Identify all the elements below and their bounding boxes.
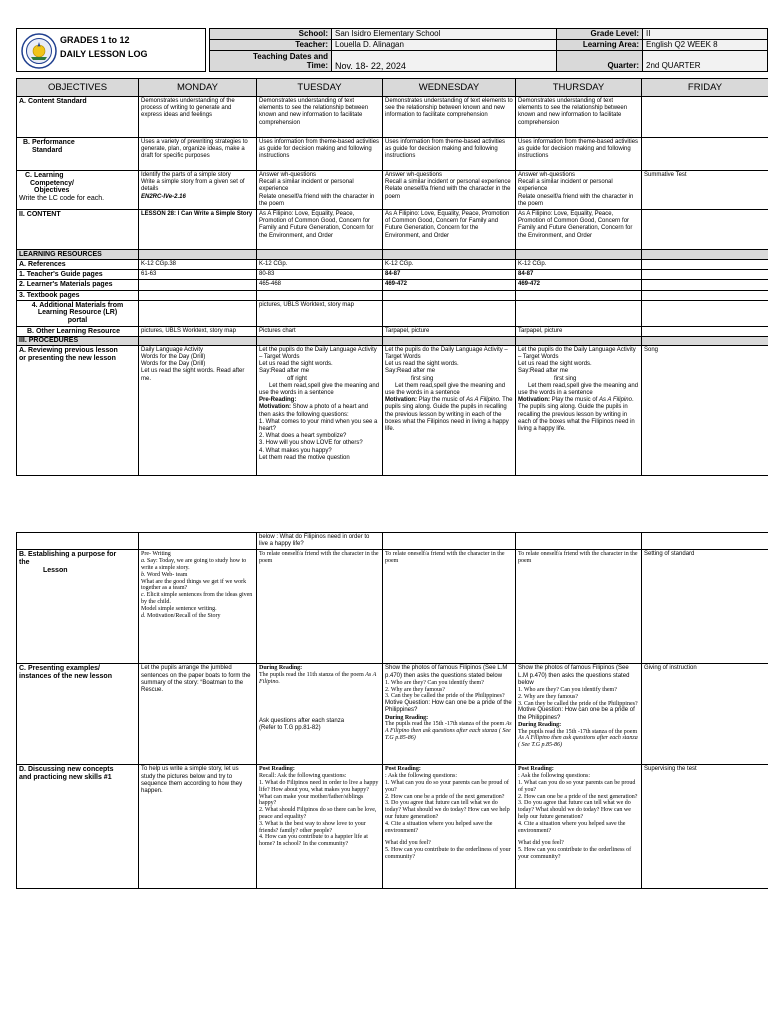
present-thursday-question3: 3. Can they be called the pride of the Philippines? xyxy=(518,700,638,707)
review-monday-line4: Let us read the sight words. Read after me. xyxy=(141,368,245,382)
present-thursday-during-reading: During Reading: xyxy=(518,721,562,728)
teachers-guide-wednesday: 84-87 xyxy=(383,270,516,280)
performance-standard-tuesday: Uses information from theme-based activities as guide for decision making and following instructions xyxy=(257,138,383,171)
purpose-wednesday: To relate oneself/a friend with the character in the poem xyxy=(383,550,516,664)
learners-materials-label: 2. Learner's Materials pages xyxy=(17,280,139,290)
references-monday: K-12 CGp.38 xyxy=(139,260,257,270)
performance-standard-row xyxy=(17,138,768,171)
discuss-tuesday-line2: Recall: Ask the following questions: xyxy=(259,773,347,780)
quarter-label: Quarter: xyxy=(557,51,643,72)
present-monday-line2: summary of the story: “Boatman to the Rescue. xyxy=(141,679,244,694)
purpose-monday-item-c-letter: c. xyxy=(141,592,146,599)
other-resources-thursday: Tarpapel, picture xyxy=(516,326,642,336)
discuss-thursday-question1: 1. What can you do so your parents can be proud of you? xyxy=(518,780,636,793)
additional-materials-thursday xyxy=(516,300,642,326)
review-thursday-motivation-label: Motivation: xyxy=(518,397,550,404)
review-tuesday-question4: 4. What makes you happy? xyxy=(259,447,332,454)
purpose-tuesday: To relate oneself/a friend with the character in the poem xyxy=(257,550,383,664)
competency-monday-line2: Write a simple story from a given set of details xyxy=(141,179,245,193)
review-thursday-song-title: As A Filipino xyxy=(599,397,632,404)
discuss-wednesday-question4: 4. Cite a situation where you helped save the environment? xyxy=(385,820,493,834)
review-tuesday-question2: 2. What does a heart symbolize? xyxy=(259,433,347,440)
other-resources-friday xyxy=(642,326,768,336)
reviewing-lesson-label xyxy=(17,345,139,475)
review-tuesday-line2: Let us read the sight words. xyxy=(259,361,333,368)
procedures-tuesday xyxy=(257,336,383,345)
discuss-thursday-question3: 3. Do you agree that future can tell what we do today? What should we do today? How can we help our future generation? xyxy=(518,800,631,820)
learning-resources-thursday xyxy=(516,250,642,260)
references-label: A. References xyxy=(17,260,139,270)
present-wednesday-motive-question: Motive Question: How can one be a pride of the Philippines? xyxy=(385,700,512,714)
discussing-concepts-wednesday xyxy=(383,765,516,889)
purpose-monday-item-d-text: Motivation/Recall of the Story xyxy=(145,612,221,619)
review-thursday-motivation xyxy=(518,397,639,433)
references-tuesday: K-12 CGp. xyxy=(257,260,383,270)
other-resources-monday: pictures, UBLS Worktext, story map xyxy=(139,326,257,336)
content-standard-thursday: Demonstrates understanding of text elements to see the relationship between known and new information to facilitate comprehension xyxy=(516,97,642,138)
procedures-friday xyxy=(642,336,768,345)
present-tuesday-line2-text: The pupils read the 11th stanza of the poem xyxy=(259,672,366,679)
present-wednesday-question1: 1. Who are they? Can you identify them? xyxy=(385,679,484,686)
teachers-guide-monday: 61-63 xyxy=(139,270,257,280)
review-wednesday-line2: Let us read the sight words. xyxy=(385,361,459,368)
present-tuesday-line4: (Refer to T.G pp.81-82) xyxy=(259,725,321,731)
discuss-tuesday-question1: 1. What do Filipinos need in order to live a happy life? How about you, what makes you happy? What can make your mother/father/siblings happy? xyxy=(259,780,379,807)
other-resources-tuesday: Pictures chart xyxy=(257,326,383,336)
competency-wednesday-line3: Relate oneself/a friend with the character in the poem xyxy=(385,186,511,200)
purpose-monday-item-b-text: Word Web- team xyxy=(145,571,188,578)
presenting-examples-label-line1: C. Presenting examples/ xyxy=(19,665,100,673)
presenting-examples-thursday xyxy=(516,664,642,765)
additional-materials-label xyxy=(17,300,139,326)
content-monday: LESSON 28: I Can Write a Simple Story xyxy=(139,210,257,250)
discuss-thursday-line7: What did you feel? xyxy=(518,840,564,847)
review-wednesday-motivation-label: Motivation: xyxy=(385,397,417,404)
textbook-pages-thursday xyxy=(516,290,642,300)
friday-column-header: FRIDAY xyxy=(642,79,768,97)
other-resources-label: B. Other Learning Resource xyxy=(17,326,139,336)
teaching-dates-label xyxy=(210,51,332,72)
school-label: School: xyxy=(210,29,332,40)
review-tuesday-pre-reading: Pre-Reading: xyxy=(259,397,297,404)
content-standard-wednesday: Demonstrates understanding of text elements to see the relationship between known and new information to facilitate comprehension xyxy=(383,97,516,138)
review-thursday-sight-words: first sing xyxy=(554,375,577,382)
discuss-wednesday-question5: 5. How can you contribute to the orderliness of your community? xyxy=(385,847,511,860)
review-tuesday-sight-words: off right xyxy=(287,375,307,382)
additional-materials-row xyxy=(17,300,768,326)
procedures-thursday xyxy=(516,336,642,345)
discuss-tuesday-post-reading: Post Reading: xyxy=(259,766,295,773)
additional-materials-friday xyxy=(642,300,768,326)
review-tuesday-question1: 1. What comes to your mind when you see a heart? xyxy=(259,418,378,433)
review-wednesday-song-title: As A Filipino. xyxy=(466,397,501,404)
content-standard-label: A. Content Standard xyxy=(17,97,139,138)
purpose-label-line3: Lesson xyxy=(43,567,68,575)
header-title-block xyxy=(16,28,206,72)
competency-tuesday-line1: Answer wh-questions xyxy=(259,172,317,178)
other-resources-row xyxy=(17,326,768,336)
teaching-dates-label-line2: Time: xyxy=(306,61,328,70)
present-thursday-question1: 1. Who are they? Can you identify them? xyxy=(518,687,617,694)
learning-competency-friday: Summative Test xyxy=(642,171,768,210)
discuss-wednesday-question3: 3. Do you agree that future can tell what we do today? What should we do today? How can we help our future generation? xyxy=(385,800,510,820)
lesson-log-table xyxy=(16,78,768,476)
review-tuesday-motivation xyxy=(259,404,380,418)
content-wednesday: As A Filipino: Love, Equality, Peace, Promotion of Common Good, Concern for Family and Future Generation, Concern for the Environment, and Order xyxy=(383,210,516,250)
textbook-pages-friday xyxy=(642,290,768,300)
present-wednesday-line7-italic: As A Filipino then ask questions after each stanza ( See T.G p.85-86) xyxy=(385,721,512,741)
references-row xyxy=(17,260,768,270)
teachers-guide-label: 1. Teacher's Guide pages xyxy=(17,270,139,280)
present-wednesday-line7 xyxy=(385,721,513,741)
discuss-wednesday-question2: 2. How can one be a pride of the next generation? xyxy=(385,793,505,800)
discussing-concepts-label-line1: D. Discussing new concepts xyxy=(19,766,114,774)
discuss-thursday-line2: : Ask the following questions: xyxy=(518,773,590,780)
review-tuesday-question3: 3. How will you show LOVE for others? xyxy=(259,440,363,447)
competency-wednesday-line1: Answer wh-questions xyxy=(385,172,443,178)
day-header-row xyxy=(17,79,768,97)
purpose-monday-item-b xyxy=(141,572,254,579)
learning-resources-tuesday xyxy=(257,250,383,260)
reviewing-lesson-label-line1: A. Reviewing previous lesson xyxy=(19,346,118,354)
review-thursday-line5: Let them read,spell give the meaning and use the words in a sentence xyxy=(518,382,639,397)
content-standard-friday xyxy=(642,97,768,138)
learning-resources-wednesday xyxy=(383,250,516,260)
purpose-monday-item-b-letter: b. xyxy=(141,571,146,578)
discuss-thursday-post-reading: Post Reading: xyxy=(518,766,554,773)
learning-resources-friday xyxy=(642,250,768,260)
content-thursday: As A Filipino: Love, Equality, Peace, Promotion of Common Good, Concern for Family and Future Generation, Concern for the Environment, and Order xyxy=(516,210,642,250)
present-thursday-question2: 2. Why are they famous? xyxy=(518,693,579,700)
review-tuesday-motivation-text: Show a photo of a heart and then asks the following questions: xyxy=(259,404,369,418)
discuss-wednesday-line2: : Ask the following questions: xyxy=(385,773,457,780)
purpose-friday: Setting of standard xyxy=(642,550,768,664)
teaching-dates-label-line1: Teaching Dates and xyxy=(253,52,328,61)
present-wednesday-line1: Show the photos of famous Filipinos (See L.M p.470) then asks the questions stated below xyxy=(385,665,508,679)
wednesday-column-header: WEDNESDAY xyxy=(383,79,516,97)
learning-competency-wednesday xyxy=(383,171,516,210)
grade-level-value: II xyxy=(643,29,768,40)
purpose-row xyxy=(17,550,768,664)
review-tuesday-motivation-label: Motivation: xyxy=(259,404,291,411)
learning-competency-tuesday xyxy=(257,171,383,210)
review-wednesday-motivation-text: Play the music of xyxy=(417,397,467,404)
grades-title: GRADES 1 to 12 xyxy=(60,35,130,45)
presenting-examples-tuesday xyxy=(257,664,383,765)
learning-area-value: English Q2 WEEK 8 xyxy=(643,40,768,51)
content-friday xyxy=(642,210,768,250)
presenting-examples-wednesday xyxy=(383,664,516,765)
learning-competency-monday xyxy=(139,171,257,210)
header-info-table xyxy=(209,28,768,72)
discussing-concepts-label xyxy=(17,765,139,889)
presenting-examples-friday: Giving of instruction xyxy=(642,664,768,765)
competency-tuesday-line2: Recall a similar incident or personal experience xyxy=(259,179,354,193)
additional-materials-tuesday: pictures, UBLS Worktext, story map xyxy=(257,300,383,326)
content-row xyxy=(17,210,768,250)
presenting-examples-label-line2: instances of the new lesson xyxy=(19,673,112,681)
learners-materials-tuesday: 465-468 xyxy=(257,280,383,290)
objectives-column-header: OBJECTIVES xyxy=(17,79,139,97)
continued-row xyxy=(17,533,768,550)
review-tuesday-line12: Let them read the motive question xyxy=(259,454,350,461)
review-thursday-motivation-text: Play the music of xyxy=(550,397,600,404)
thursday-column-header: THURSDAY xyxy=(516,79,642,97)
procedures-label: III. PROCEDURES xyxy=(17,336,139,345)
performance-standard-label xyxy=(17,138,139,171)
learners-materials-thursday: 469-472 xyxy=(516,280,642,290)
purpose-monday-item-d-letter: d. xyxy=(141,612,146,619)
textbook-pages-monday xyxy=(139,290,257,300)
learning-competency-label-line2: Competency/ xyxy=(30,179,74,187)
additional-materials-label-line2: Learning Resource (LR) xyxy=(37,309,118,317)
procedures-row xyxy=(17,336,768,345)
content-label: II. CONTENT xyxy=(17,210,139,250)
learning-competency-label-line4: Write the LC code for each. xyxy=(19,194,105,202)
purpose-label xyxy=(17,550,139,664)
present-wednesday-question2: 2. Why are they famous? xyxy=(385,686,446,693)
learners-materials-monday xyxy=(139,280,257,290)
review-monday-line1: Daily Language Activity xyxy=(141,346,204,353)
monday-column-header: MONDAY xyxy=(139,79,257,97)
purpose-monday-line1: Pre- Writing xyxy=(141,551,171,558)
present-thursday-line7-text: The pupils read the 15th -17th stanza of the poem xyxy=(518,728,638,735)
learning-competency-thursday xyxy=(516,171,642,210)
learning-competency-row xyxy=(17,171,768,210)
review-wednesday-motivation xyxy=(385,397,513,433)
reviewing-lesson-tuesday xyxy=(257,345,383,475)
teaching-dates-value: Nov. 18- 22, 2024 xyxy=(332,51,557,72)
learning-competency-label-line3: Objectives xyxy=(34,187,70,194)
learning-resources-monday xyxy=(139,250,257,260)
teacher-label: Teacher: xyxy=(210,40,332,51)
continued-monday xyxy=(139,533,257,550)
discussing-concepts-friday: Supervising the test xyxy=(642,765,768,889)
purpose-monday-item-c-text: Elicit simple sentences from the ideas given by the child. xyxy=(141,592,253,605)
other-resources-wednesday: Tarpapel, picture xyxy=(383,326,516,336)
lesson-log-header xyxy=(16,28,768,72)
present-wednesday-during-reading: During Reading: xyxy=(385,714,429,721)
review-wednesday-line5: Let them read,spell give the meaning and use the words in a sentence xyxy=(385,382,506,397)
performance-standard-label-line1: B. Performance xyxy=(23,139,75,146)
textbook-pages-label: 3. Textbook pages xyxy=(17,290,139,300)
tuesday-column-header: TUESDAY xyxy=(257,79,383,97)
purpose-monday-item-c xyxy=(141,592,254,606)
review-wednesday-motivation-rest: The pupils sing along. Guide the pupils in recalling the previous lesson by writing in each of the boxes what the Filipinos need in living a happy life. xyxy=(385,397,513,433)
learning-resources-row xyxy=(17,250,768,260)
additional-materials-label-line3: portal xyxy=(67,316,88,324)
performance-standard-thursday: Uses information from theme-based activities as guide for decision making and following instructions xyxy=(516,138,642,171)
present-wednesday-question3: 3. Can they be called the pride of the Philippines? xyxy=(385,693,505,700)
continued-thursday xyxy=(516,533,642,550)
reviewing-lesson-monday xyxy=(139,345,257,475)
discuss-tuesday-question3: 3. What is the best way to show love to your friends? family? other people? xyxy=(259,820,366,834)
discuss-wednesday-line7: What did you feel? xyxy=(385,840,431,847)
competency-thursday-line3: Relate oneself/a friend with the character in the poem xyxy=(518,193,634,207)
continued-wednesday xyxy=(383,533,516,550)
present-thursday-motive-question: Motive Question: How can one be a pride of the Philippines? xyxy=(518,707,635,721)
discuss-tuesday-question4: 4. How can you contribute to a happier life at home? In school? In the community? xyxy=(259,834,368,848)
teachers-guide-row xyxy=(17,270,768,280)
review-thursday-motivation-rest: . The pupils sing along. Guide the pupils in recalling the previous lesson by writing in each of the boxes what the Filipinos need in living a happy life. xyxy=(518,397,635,433)
learning-resources-label: LEARNING RESOURCES xyxy=(17,250,139,260)
review-tuesday-line3: Say:Read after me xyxy=(259,368,310,375)
procedures-wednesday xyxy=(383,336,516,345)
purpose-monday-line6: Model simple sentence writing. xyxy=(141,605,217,612)
review-tuesday-line5: Let them read,spell give the meaning and use the words in a sentence xyxy=(259,382,380,397)
learning-competency-label xyxy=(17,171,139,210)
purpose-monday xyxy=(139,550,257,664)
teachers-guide-friday xyxy=(642,270,768,280)
discuss-thursday-question2: 2. How can one be a pride of the next generation? xyxy=(518,793,638,800)
content-standard-row xyxy=(17,97,768,138)
reviewing-lesson-row xyxy=(17,345,768,475)
daily-lesson-log-title: DAILY LESSON LOG xyxy=(60,49,148,59)
review-thursday-line1: Let the pupils do the Daily Language Activity – Target Words xyxy=(518,346,636,361)
reviewing-lesson-label-line2: or presenting the new lesson xyxy=(19,354,116,362)
learners-materials-wednesday: 469-472 xyxy=(383,280,516,290)
grade-level-label: Grade Level: xyxy=(557,29,643,40)
present-thursday-line1: Show the photos of famous Filipinos (See L.M p.470) then asks the questions stated below xyxy=(518,665,630,686)
review-monday-line3: Words for the Day (Drill) xyxy=(141,361,206,368)
competency-wednesday-line2: Recall a similar incident or personal experience xyxy=(385,179,511,186)
additional-materials-label-line1: 4. Additional Materials from xyxy=(31,301,124,309)
purpose-label-line1: B. Establishing a purpose for xyxy=(19,551,117,559)
present-thursday-line7-italic: As A Filipino then ask questions after each stanza ( See T.G p.85-86) xyxy=(518,735,638,749)
procedures-monday xyxy=(139,336,257,345)
review-wednesday-sight-words: first sing xyxy=(411,375,434,382)
textbook-pages-row xyxy=(17,290,768,300)
deped-seal-icon xyxy=(21,33,57,69)
competency-monday-line1: Identify the parts of a simple story xyxy=(141,172,231,178)
discuss-wednesday-question1: 1. What can you do so your parents can be proud of you? xyxy=(385,780,509,793)
purpose-monday-item-a-letter: a. xyxy=(141,558,146,565)
purpose-label-line2: the xyxy=(19,559,30,567)
additional-materials-wednesday xyxy=(383,300,516,326)
references-friday xyxy=(642,260,768,270)
review-thursday-line2: Let us read the sight words. xyxy=(518,361,592,368)
references-wednesday: K-12 CGp. xyxy=(383,260,516,270)
present-tuesday-during-reading: During Reading: xyxy=(259,665,303,672)
purpose-monday-item-d xyxy=(141,613,254,620)
additional-materials-monday xyxy=(139,300,257,326)
purpose-thursday: To relate oneself/a friend with the character in the poem xyxy=(516,550,642,664)
competency-tuesday-line3: Relate oneself/a friend with the character in the poem xyxy=(259,193,375,207)
competency-code: EN2RC-IVe-2.16 xyxy=(141,193,186,200)
reviewing-lesson-thursday xyxy=(516,345,642,475)
lesson-log-table-continued xyxy=(16,532,768,889)
quarter-value: 2nd QUARTER xyxy=(643,51,768,72)
discussing-concepts-label-line2: and practicing new skills #1 xyxy=(19,774,112,782)
learners-materials-friday xyxy=(642,280,768,290)
school-value: San Isidro Elementary School xyxy=(332,29,557,40)
presenting-examples-label xyxy=(17,664,139,765)
teachers-guide-thursday: 84-87 xyxy=(516,270,642,280)
review-wednesday-line1: Let the pupils do the Daily Language Activity – Target Words xyxy=(385,346,508,361)
present-wednesday-line7-text: The pupils read the 15th -17th stanza of the poem xyxy=(385,721,506,728)
learners-materials-row xyxy=(17,280,768,290)
discuss-wednesday-post-reading: Post Reading: xyxy=(385,766,421,773)
discussing-concepts-tuesday xyxy=(257,765,383,889)
content-standard-monday: Demonstrates understanding of the process of writing to generate and express ideas and feelings xyxy=(139,97,257,138)
present-tuesday-poem-title: As A Filipino. xyxy=(259,672,377,685)
discussing-concepts-thursday xyxy=(516,765,642,889)
continued-friday xyxy=(642,533,768,550)
learning-competency-label-line1: C. Learning xyxy=(25,172,64,179)
present-tuesday-line3: Ask questions after each stanza xyxy=(259,717,345,724)
discuss-thursday-question5: 5. How can you contribute to the orderliness of your community? xyxy=(518,847,632,860)
discuss-tuesday-question2: 2. What should Filipinos do so there can be love, peace and equality? xyxy=(259,807,377,820)
continued-tuesday: below : What do Filipinos need in order to live a happy life? xyxy=(257,533,383,550)
presenting-examples-row xyxy=(17,664,768,765)
performance-standard-monday: Uses a variety of prewriting strategies to generate, plan, organize ideas, make a draft for specific purposes xyxy=(139,138,257,171)
textbook-pages-tuesday xyxy=(257,290,383,300)
continued-label xyxy=(17,533,139,550)
performance-standard-label-line2: Standard xyxy=(32,147,63,154)
purpose-monday-line4: What are the good things we get if we work together as a team? xyxy=(141,578,247,592)
review-wednesday-line3: Say:Read after me xyxy=(385,368,436,375)
review-tuesday-line1: Let the pupils do the Daily Language Activity – Target Words xyxy=(259,346,377,361)
presenting-examples-monday xyxy=(139,664,257,765)
competency-thursday-line2: Recall a similar incident or personal experience xyxy=(518,179,613,193)
textbook-pages-wednesday xyxy=(383,290,516,300)
content-tuesday: As A Filipino: Love, Equality, Peace, Promotion of Common Good, Concern for Family and Future Generation, Concern for the Environment, and Order xyxy=(257,210,383,250)
competency-thursday-line1: Answer wh-questions xyxy=(518,172,576,178)
references-thursday: K-12 CGp. xyxy=(516,260,642,270)
discuss-thursday-question4: 4. Cite a situation where you helped save the environment? xyxy=(518,820,626,834)
performance-standard-wednesday: Uses information from theme-based activities as guide for decision making and following instructions xyxy=(383,138,516,171)
present-monday-line1: Let the pupils arrange the jumbled sentences on the paper boats to form the xyxy=(141,665,251,679)
learning-area-label: Learning Area: xyxy=(557,40,643,51)
reviewing-lesson-wednesday xyxy=(383,345,516,475)
present-tuesday-line2 xyxy=(259,672,380,686)
review-monday-line2: Words for the Day (Drill) xyxy=(141,354,206,361)
review-thursday-line3: Say:Read after me xyxy=(518,368,569,375)
present-thursday-line7 xyxy=(518,729,639,749)
performance-standard-friday xyxy=(642,138,768,171)
purpose-monday-item-a xyxy=(141,558,254,572)
teacher-value: Louella D. Alinagan xyxy=(332,40,557,51)
content-standard-tuesday: Demonstrates understanding of text elements to see the relationship between known and new information to facilitate comprehension xyxy=(257,97,383,138)
teachers-guide-tuesday: 80-83 xyxy=(257,270,383,280)
purpose-monday-item-a-text: Say: Today, we are going to study how to write a simple story. xyxy=(141,558,247,571)
discussing-concepts-row xyxy=(17,765,768,889)
discussing-concepts-monday: To help us write a simple story, let us study the pictures below and try to sequence them according to how they happen. xyxy=(139,765,257,889)
reviewing-lesson-friday: Song xyxy=(642,345,768,475)
